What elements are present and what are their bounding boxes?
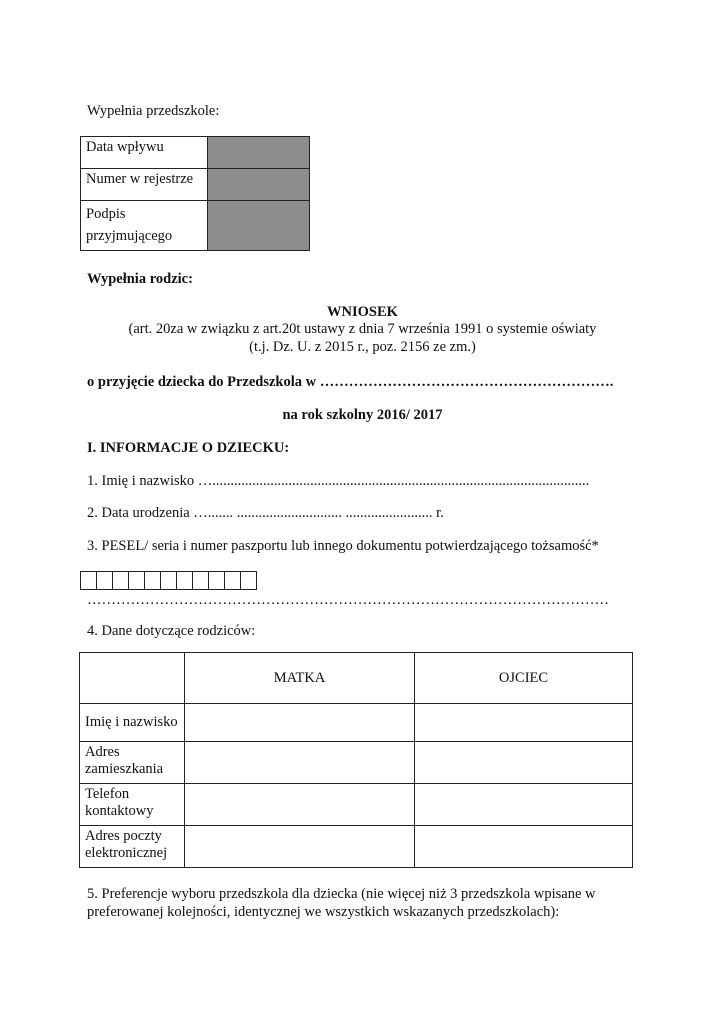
parent-section-heading: Wypełnia rodzic: [87,271,193,287]
pesel-digit-box[interactable] [144,571,161,590]
document-title: WNIOSEK [327,304,398,320]
legal-basis-line-1: (art. 20za w związku z art.20t ustawy z dnia 7 września 1991 o systemie oświaty [128,321,597,337]
parents-row-phone-label: Telefon kontaktowy [80,784,185,826]
pesel-digit-box[interactable] [240,571,257,590]
office-row-number: Numer w rejestrze [81,169,208,201]
office-cell-date [208,137,310,169]
office-cell-signature [208,201,310,251]
parents-table [79,652,633,868]
office-row-date: Data wpływu [81,137,208,169]
field-preferences-line-2: preferowanej kolejności, identycznej we wszystkich wskazanych przedszkolach): [87,904,560,920]
office-row-signature: Podpis przyjmującego [81,201,208,251]
legal-basis-line-2: (t.j. Dz. U. z 2015 r., poz. 2156 ze zm.) [249,339,476,355]
pesel-digit-box[interactable] [208,571,225,590]
parents-row-email-label: Adres poczty elektronicznej [80,826,185,868]
parents-header-father: OJCIEC [415,653,633,704]
pesel-digit-box[interactable] [176,571,193,590]
field-preferences-line-1: 5. Preferencje wyboru przedszkola dla dziecka (nie więcej niż 3 przedszkola wpisane w [87,886,596,902]
field-pesel-label: 3. PESEL/ seria i numer paszportu lub innego dokumentu potwierdzającego tożsamość* [87,538,599,554]
office-use-table [80,136,310,251]
pesel-dotted-line: ……………………………………………………………………………………………… [87,592,609,608]
pesel-digit-box[interactable] [128,571,145,590]
field-parents-label: 4. Dane dotyczące rodziców: [87,623,256,639]
pesel-digit-box[interactable] [80,571,97,590]
parents-row-name-label: Imię i nazwisko [80,704,185,742]
mother-phone-cell[interactable] [185,784,415,826]
section-child-heading: I. INFORMACJE O DZIECKU: [87,440,290,456]
parents-header-mother: MATKA [185,653,415,704]
pesel-digit-box[interactable] [192,571,209,590]
field-birth-date: 2. Data urodzenia …....... ............................. ........................ r. [87,505,444,521]
pesel-digit-box[interactable] [112,571,129,590]
office-section-heading: Wypełnia przedszkole: [87,103,220,119]
pesel-boxes[interactable] [80,571,256,590]
pesel-digit-box[interactable] [160,571,177,590]
mother-address-cell[interactable] [185,742,415,784]
admission-line: o przyjęcie dziecka do Przedszkola w ……………………………………………………. [87,374,614,390]
school-year: na rok szkolny 2016/ 2017 [282,407,443,423]
mother-name-cell[interactable] [185,704,415,742]
mother-email-cell[interactable] [185,826,415,868]
office-cell-number [208,169,310,201]
father-phone-cell[interactable] [415,784,633,826]
father-email-cell[interactable] [415,826,633,868]
parents-header-empty [80,653,185,704]
father-address-cell[interactable] [415,742,633,784]
pesel-digit-box[interactable] [224,571,241,590]
father-name-cell[interactable] [415,704,633,742]
parents-row-address-label: Adres zamieszkania [80,742,185,784]
field-child-name: 1. Imię i nazwisko …........................................................................................................ [87,473,590,489]
pesel-digit-box[interactable] [96,571,113,590]
